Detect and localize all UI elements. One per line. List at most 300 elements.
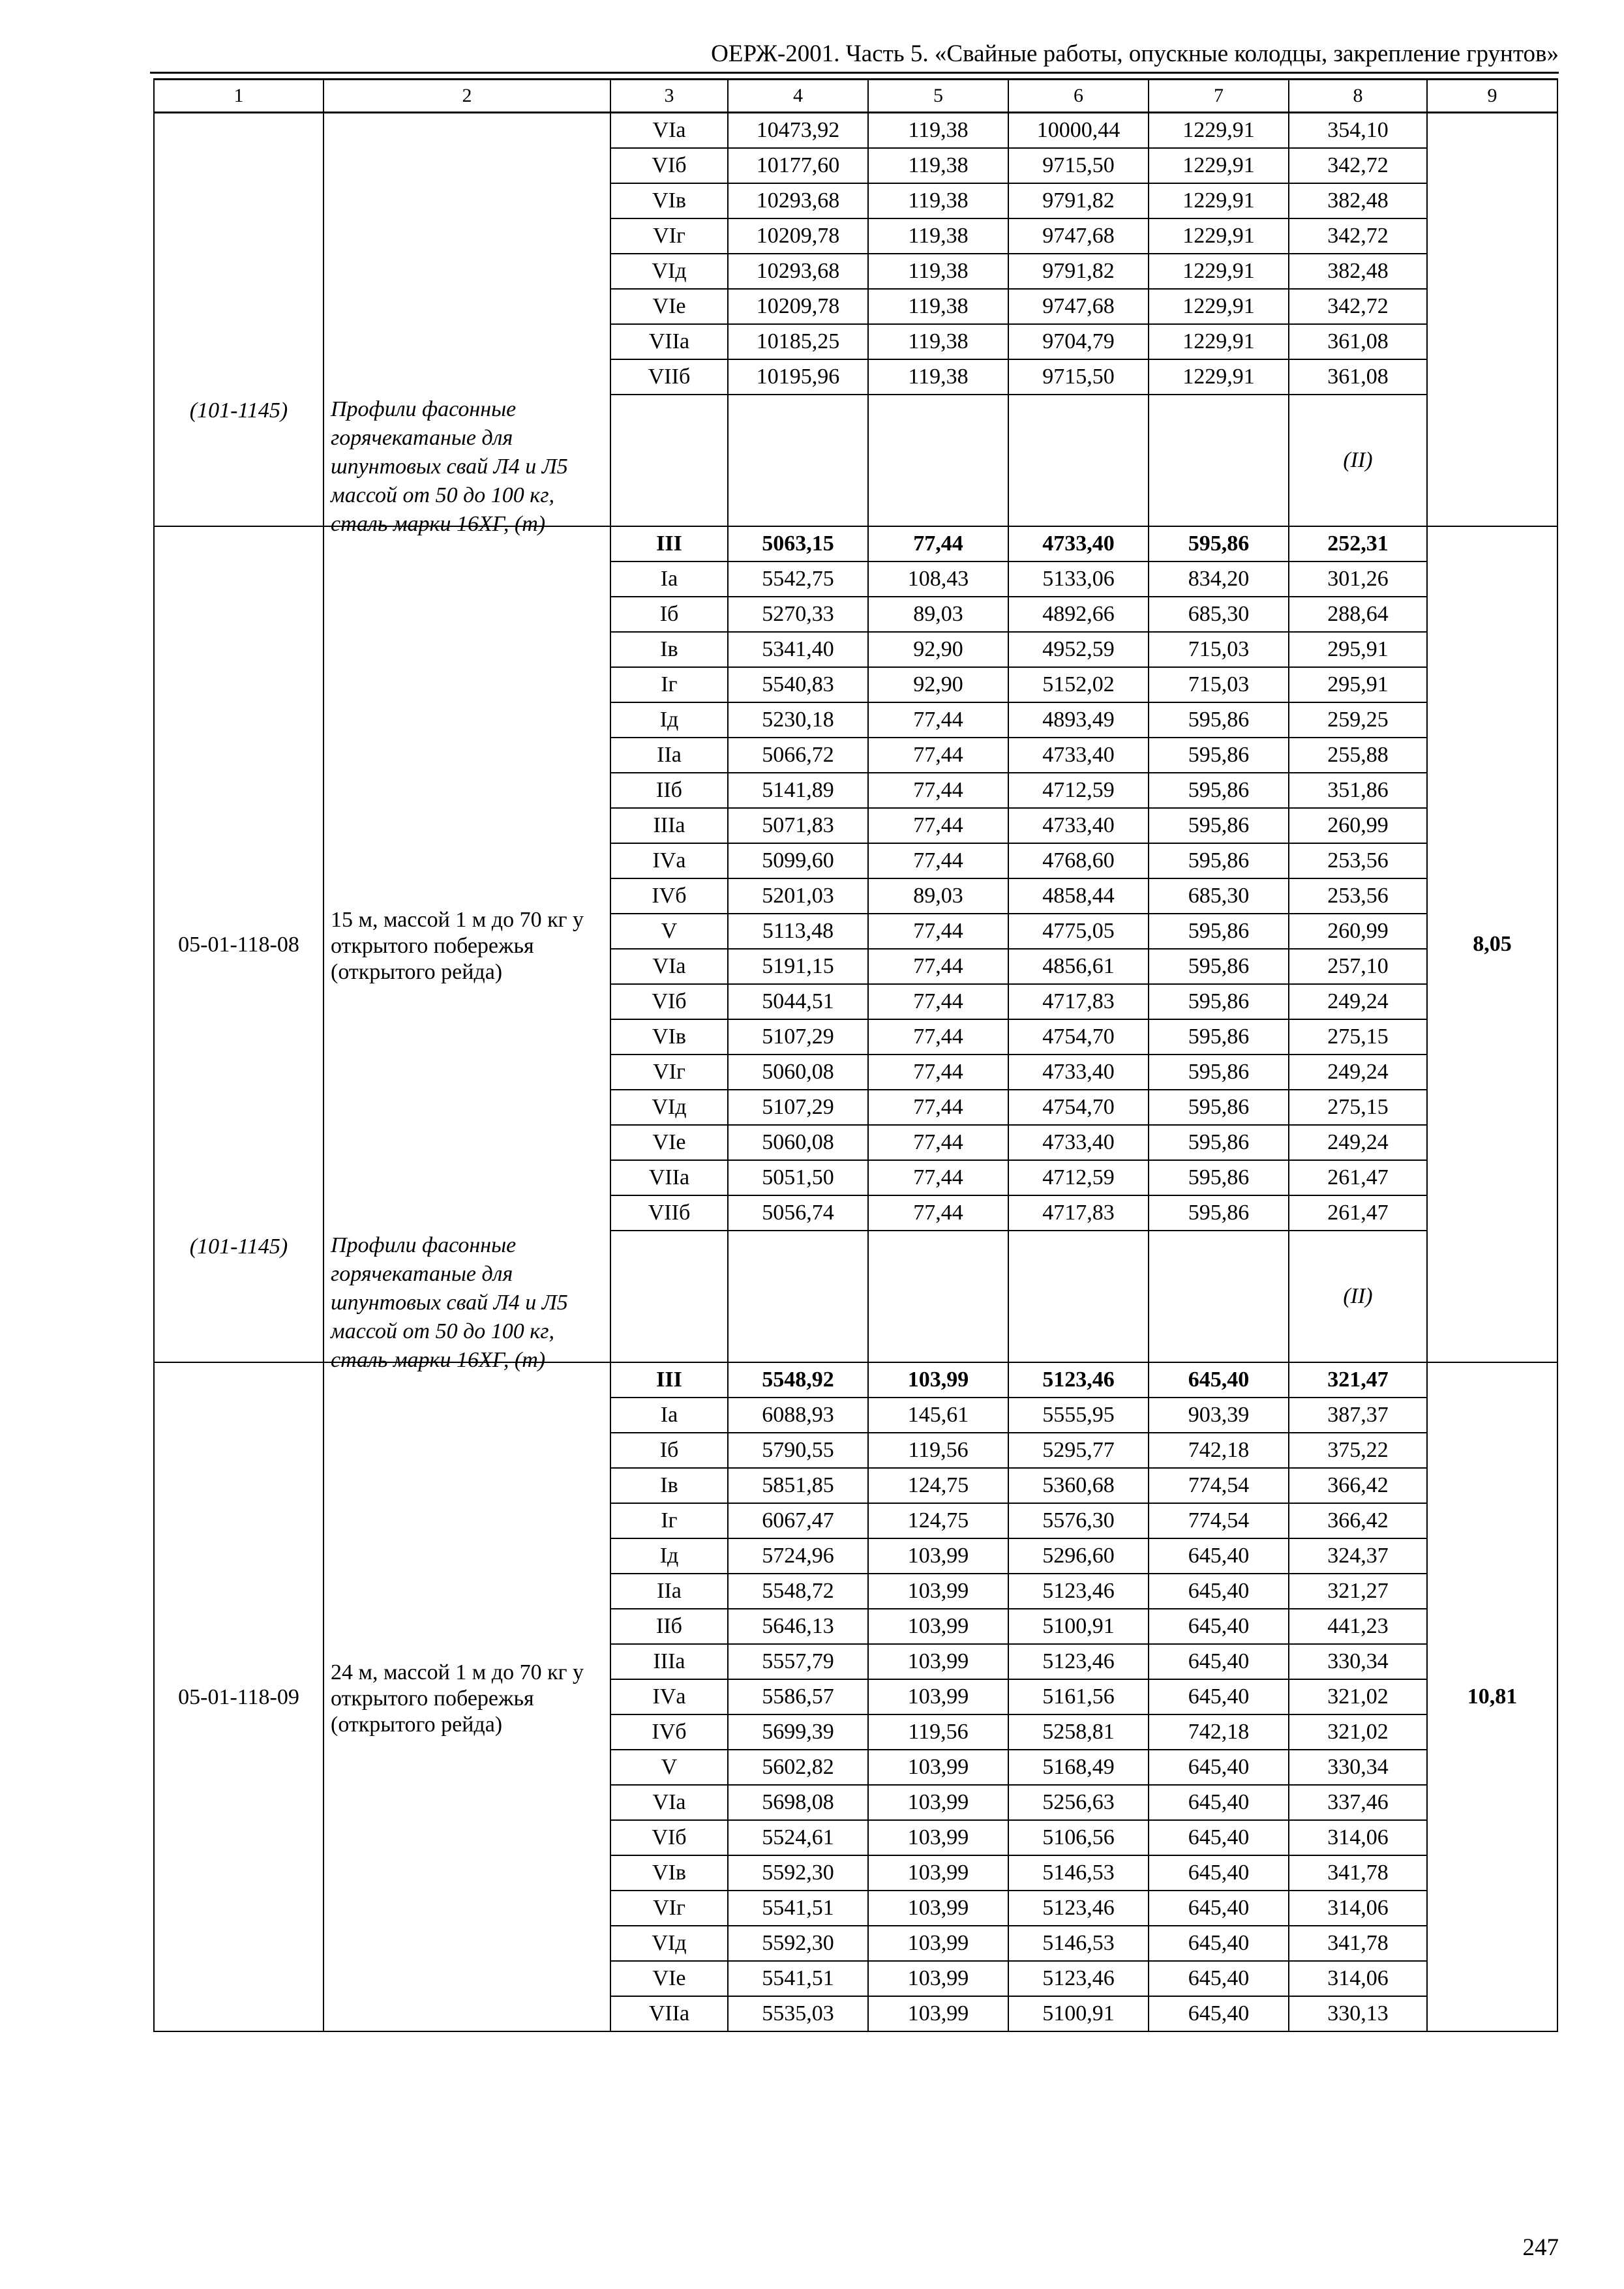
table-cell: Iд (610, 702, 728, 738)
table-cell: 5066,72 (728, 738, 868, 773)
table-cell: 5592,30 (728, 1855, 868, 1891)
description-cell (323, 526, 610, 1372)
table-cell: 595,86 (1149, 702, 1289, 738)
table-cell: 5107,29 (728, 1019, 868, 1055)
table-cell: 341,78 (1289, 1855, 1427, 1891)
table-cell: VIIб (610, 1195, 728, 1231)
table-cell: 361,08 (1289, 359, 1427, 395)
table-cell: 5592,30 (728, 1926, 868, 1961)
norm-code-cell (154, 1362, 323, 2031)
labor-cost-cell: 8,05 (1427, 526, 1557, 1362)
table-cell: 5270,33 (728, 597, 868, 632)
table-cell: Iд (610, 1538, 728, 1574)
table-cell: 5341,40 (728, 632, 868, 667)
work-description (324, 318, 610, 322)
table-cell: 5063,15 (728, 526, 868, 561)
table-cell (868, 1231, 1008, 1362)
table-cell: IIб (610, 773, 728, 808)
table-cell: 645,40 (1149, 1679, 1289, 1714)
table-cell: 10195,96 (728, 359, 868, 395)
page-header: ОЕРЖ-2001. Часть 5. «Свайные работы, опускные колодцы, закрепление грунтов» (711, 40, 1559, 67)
table-cell: 103,99 (868, 1855, 1008, 1891)
table-cell (868, 395, 1008, 526)
table-cell: 259,25 (1289, 702, 1427, 738)
table-cell: 103,99 (868, 1996, 1008, 2031)
table-cell: 145,61 (868, 1398, 1008, 1433)
column-number-row (154, 80, 1557, 113)
table-cell: 5851,85 (728, 1468, 868, 1503)
table-cell: 103,99 (868, 1891, 1008, 1926)
table-cell (1008, 395, 1149, 526)
table-cell: VIб (610, 148, 728, 183)
table-cell: 77,44 (868, 914, 1008, 949)
table-cell: 5141,89 (728, 773, 868, 808)
table-cell: 330,34 (1289, 1750, 1427, 1785)
table-cell: 4754,70 (1008, 1090, 1149, 1125)
table-cell: 685,30 (1149, 597, 1289, 632)
table-cell: 5646,13 (728, 1609, 868, 1644)
table-cell: 5191,15 (728, 949, 868, 984)
table-cell: IVа (610, 843, 728, 878)
table-cell: 5541,51 (728, 1961, 868, 1996)
table-cell: V (610, 914, 728, 949)
table-cell: 77,44 (868, 1160, 1008, 1195)
table-cell: 321,47 (1289, 1362, 1427, 1398)
table-cell: 103,99 (868, 1820, 1008, 1855)
table-cell: 92,90 (868, 632, 1008, 667)
table-cell: VIг (610, 1891, 728, 1926)
table-cell: 645,40 (1149, 1961, 1289, 1996)
table-cell: 5168,49 (1008, 1750, 1149, 1785)
table-cell: 119,38 (868, 218, 1008, 254)
table-cell: 321,27 (1289, 1574, 1427, 1609)
table-cell: 595,86 (1149, 738, 1289, 773)
table-cell: 595,86 (1149, 984, 1289, 1019)
table-cell: 119,38 (868, 113, 1008, 149)
table-cell: 5555,95 (1008, 1398, 1149, 1433)
table-cell: VIв (610, 1019, 728, 1055)
table-cell: 119,38 (868, 359, 1008, 395)
table-row (154, 113, 1557, 149)
table-cell: 1229,91 (1149, 254, 1289, 289)
table-cell: 5201,03 (728, 878, 868, 914)
table-cell: 103,99 (868, 1538, 1008, 1574)
table-cell: 119,38 (868, 148, 1008, 183)
table-cell: VIв (610, 183, 728, 218)
table-cell: 77,44 (868, 1055, 1008, 1090)
table-cell: 1229,91 (1149, 113, 1289, 149)
table-cell: 119,56 (868, 1433, 1008, 1468)
table-row (154, 526, 1557, 561)
table-cell: 5230,18 (728, 702, 868, 738)
table-cell: IVб (610, 1714, 728, 1750)
table-cell: IIа (610, 738, 728, 773)
description-cell (323, 113, 610, 536)
table-cell: 5524,61 (728, 1820, 868, 1855)
table-cell: 715,03 (1149, 667, 1289, 702)
table-cell: VIд (610, 1926, 728, 1961)
table-cell: 5107,29 (728, 1090, 868, 1125)
table-cell: 645,40 (1149, 1926, 1289, 1961)
table-cell: 324,37 (1289, 1538, 1427, 1574)
material-note: (II) (1289, 1231, 1427, 1362)
table-cell: 1229,91 (1149, 324, 1289, 359)
table-cell (610, 395, 728, 526)
table-cell: 124,75 (868, 1468, 1008, 1503)
table-cell: 10000,44 (1008, 113, 1149, 149)
table-cell: 249,24 (1289, 984, 1427, 1019)
table-cell: 252,31 (1289, 526, 1427, 561)
material-name: Профили фасонные горячекатаные для шпунтовых свай Л4 и Л5 массой от 50 до 100 кг, сталь марки 16ХГ, (т) (331, 397, 568, 536)
table-cell: 5123,46 (1008, 1961, 1149, 1996)
table-cell: 5100,91 (1008, 1996, 1149, 2031)
table-cell: 375,22 (1289, 1433, 1427, 1468)
table-cell: 595,86 (1149, 773, 1289, 808)
table-cell: 119,38 (868, 324, 1008, 359)
table-cell: IIIа (610, 1644, 728, 1679)
table-cell: 5106,56 (1008, 1820, 1149, 1855)
table-cell: 4858,44 (1008, 878, 1149, 914)
norm-code: 05-01-118-08 (178, 933, 299, 957)
table-cell: 77,44 (868, 808, 1008, 843)
table-cell: 103,99 (868, 1926, 1008, 1961)
column-header: 1 (154, 80, 323, 113)
table-cell: 361,08 (1289, 324, 1427, 359)
table-cell: IVб (610, 878, 728, 914)
table-cell: 366,42 (1289, 1503, 1427, 1538)
table-cell: 253,56 (1289, 878, 1427, 914)
table-cell: 5586,57 (728, 1679, 868, 1714)
table-cell: Iг (610, 667, 728, 702)
table-cell: VIе (610, 1961, 728, 1996)
table-cell: 92,90 (868, 667, 1008, 702)
table-cell: 645,40 (1149, 1362, 1289, 1398)
table-cell: VIа (610, 949, 728, 984)
table-cell (728, 1231, 868, 1362)
table-cell: 595,86 (1149, 526, 1289, 561)
table-cell: 645,40 (1149, 1891, 1289, 1926)
norm-code-cell (154, 113, 323, 527)
table-cell (1149, 395, 1289, 526)
table-cell: 4856,61 (1008, 949, 1149, 984)
table-cell: 260,99 (1289, 914, 1427, 949)
table-cell: 4733,40 (1008, 1125, 1149, 1160)
table-cell: Iб (610, 597, 728, 632)
column-header: 3 (610, 80, 728, 113)
table-cell: 314,06 (1289, 1961, 1427, 1996)
table-cell: 295,91 (1289, 667, 1427, 702)
table-cell: 77,44 (868, 526, 1008, 561)
table-cell: 330,13 (1289, 1996, 1427, 2031)
price-table (153, 78, 1558, 2032)
table-cell: 5699,39 (728, 1714, 868, 1750)
labor-cost-cell: 10,81 (1427, 1362, 1557, 2031)
table-cell: 595,86 (1149, 1055, 1289, 1090)
table-cell: 5535,03 (728, 1996, 868, 2031)
table-cell (1149, 1231, 1289, 1362)
table-cell: VIIа (610, 324, 728, 359)
table-cell: 341,78 (1289, 1926, 1427, 1961)
table-cell: VIIа (610, 1996, 728, 2031)
table-cell: 6088,93 (728, 1398, 868, 1433)
table-cell: 337,46 (1289, 1785, 1427, 1820)
table-cell: 275,15 (1289, 1090, 1427, 1125)
table-cell: 645,40 (1149, 1785, 1289, 1820)
table-cell: 5557,79 (728, 1644, 868, 1679)
table-cell: 77,44 (868, 984, 1008, 1019)
table-cell (1008, 1231, 1149, 1362)
table-cell: 4712,59 (1008, 773, 1149, 808)
table-cell: 10209,78 (728, 218, 868, 254)
table-cell: 89,03 (868, 597, 1008, 632)
table-cell: 77,44 (868, 843, 1008, 878)
table-cell: 77,44 (868, 1090, 1008, 1125)
table-cell: VIг (610, 1055, 728, 1090)
table-cell: 595,86 (1149, 1195, 1289, 1231)
table-cell: 4892,66 (1008, 597, 1149, 632)
table-cell (728, 395, 868, 526)
norm-code (155, 319, 323, 320)
table-cell: 645,40 (1149, 1574, 1289, 1609)
column-header: 8 (1289, 80, 1427, 113)
table-cell: 108,43 (868, 561, 1008, 597)
table-cell: 4733,40 (1008, 738, 1149, 773)
column-header: 5 (868, 80, 1008, 113)
table-cell: 5602,82 (728, 1750, 868, 1785)
table-cell: 5146,53 (1008, 1926, 1149, 1961)
table-cell: 5541,51 (728, 1891, 868, 1926)
table-cell: 5360,68 (1008, 1468, 1149, 1503)
table-cell: Iв (610, 632, 728, 667)
table-cell: 103,99 (868, 1679, 1008, 1714)
table-cell: 4775,05 (1008, 914, 1149, 949)
table-cell: IIIа (610, 808, 728, 843)
table-cell: 5542,75 (728, 561, 868, 597)
table-cell: 261,47 (1289, 1195, 1427, 1231)
table-cell: 715,03 (1149, 632, 1289, 667)
labor-cost-cell (1427, 113, 1557, 527)
table-cell: 103,99 (868, 1961, 1008, 1996)
table-cell: VIIб (610, 359, 728, 395)
table-cell: 77,44 (868, 949, 1008, 984)
table-cell: 5295,77 (1008, 1433, 1149, 1468)
table-cell: 595,86 (1149, 914, 1289, 949)
table-cell: 354,10 (1289, 113, 1427, 149)
table-cell: VIа (610, 113, 728, 149)
table-cell: 103,99 (868, 1785, 1008, 1820)
table-cell: 5698,08 (728, 1785, 868, 1820)
table-cell: 342,72 (1289, 218, 1427, 254)
table-cell: VIг (610, 218, 728, 254)
material-code: (101-1145) (189, 398, 288, 423)
table-cell: 77,44 (868, 1195, 1008, 1231)
table-cell: V (610, 1750, 728, 1785)
table-cell: 5146,53 (1008, 1855, 1149, 1891)
table-cell: 249,24 (1289, 1125, 1427, 1160)
table-cell: 5123,46 (1008, 1644, 1149, 1679)
table-cell: 77,44 (868, 738, 1008, 773)
material-note: (II) (1289, 395, 1427, 526)
description-cell (323, 1362, 610, 2031)
table-cell: 295,91 (1289, 632, 1427, 667)
table-cell: 595,86 (1149, 1125, 1289, 1160)
work-description: 24 м, массой 1 м до 70 кг у открытого побережья (открытого рейда) (331, 1660, 584, 1737)
header-rule (150, 72, 1559, 74)
table-cell: 4754,70 (1008, 1019, 1149, 1055)
table-cell: 441,23 (1289, 1609, 1427, 1644)
table-cell: 314,06 (1289, 1891, 1427, 1926)
table-cell: 5123,46 (1008, 1891, 1149, 1926)
table-cell: 645,40 (1149, 1609, 1289, 1644)
table-cell: 5060,08 (728, 1125, 868, 1160)
table-cell: 10185,25 (728, 324, 868, 359)
table-cell: Iа (610, 1398, 728, 1433)
table-cell: 1229,91 (1149, 359, 1289, 395)
norm-code-cell (154, 526, 323, 1362)
table-cell (610, 1231, 728, 1362)
table-cell: 5133,06 (1008, 561, 1149, 597)
table-cell: 10177,60 (728, 148, 868, 183)
table-cell: 77,44 (868, 1125, 1008, 1160)
table-cell: 124,75 (868, 1503, 1008, 1538)
table-cell: 103,99 (868, 1574, 1008, 1609)
table-cell: 5540,83 (728, 667, 868, 702)
table-cell: Iв (610, 1468, 728, 1503)
table-cell: 342,72 (1289, 289, 1427, 324)
table-cell: 89,03 (868, 878, 1008, 914)
table-cell: VIд (610, 254, 728, 289)
table-cell: 9715,50 (1008, 359, 1149, 395)
table-cell: 1229,91 (1149, 289, 1289, 324)
table-cell: 351,86 (1289, 773, 1427, 808)
table-cell: 5071,83 (728, 808, 868, 843)
table-cell: 5296,60 (1008, 1538, 1149, 1574)
table-cell: 1229,91 (1149, 218, 1289, 254)
table-cell: IIа (610, 1574, 728, 1609)
table-cell: 253,56 (1289, 843, 1427, 878)
table-cell: 9747,68 (1008, 289, 1149, 324)
table-cell: 9715,50 (1008, 148, 1149, 183)
table-cell: 834,20 (1149, 561, 1289, 597)
table-cell: 645,40 (1149, 1750, 1289, 1785)
table-cell: 77,44 (868, 773, 1008, 808)
table-cell: 275,15 (1289, 1019, 1427, 1055)
table-cell: 119,38 (868, 289, 1008, 324)
table-cell: 5161,56 (1008, 1679, 1149, 1714)
table-cell: 103,99 (868, 1362, 1008, 1398)
table-cell: 774,54 (1149, 1468, 1289, 1503)
table-cell: 645,40 (1149, 1996, 1289, 2031)
table-cell: 4733,40 (1008, 1055, 1149, 1090)
table-cell: 119,38 (868, 183, 1008, 218)
table-cell: 4712,59 (1008, 1160, 1149, 1195)
table-cell: 119,56 (868, 1714, 1008, 1750)
table-cell: 5152,02 (1008, 667, 1149, 702)
material-name: Профили фасонные горячекатаные для шпунтовых свай Л4 и Л5 массой от 50 до 100 кг, сталь марки 16ХГ, (т) (331, 1233, 568, 1372)
table-cell: 103,99 (868, 1644, 1008, 1679)
table-cell: 645,40 (1149, 1538, 1289, 1574)
table-cell: 366,42 (1289, 1468, 1427, 1503)
norm-code: 05-01-118-09 (178, 1685, 299, 1709)
page-number: 247 (1522, 2234, 1559, 2261)
table-cell: 330,34 (1289, 1644, 1427, 1679)
table-cell: 742,18 (1149, 1714, 1289, 1750)
table-cell: 645,40 (1149, 1855, 1289, 1891)
column-header: 9 (1427, 80, 1557, 113)
table-cell: 5123,46 (1008, 1574, 1149, 1609)
table-cell: 5256,63 (1008, 1785, 1149, 1820)
table-cell: 103,99 (868, 1609, 1008, 1644)
table-cell: 77,44 (868, 1019, 1008, 1055)
table-cell: Iа (610, 561, 728, 597)
table-cell: 9791,82 (1008, 183, 1149, 218)
table-cell: 1229,91 (1149, 183, 1289, 218)
table-cell: VIб (610, 984, 728, 1019)
table-cell: 10209,78 (728, 289, 868, 324)
column-header: 2 (323, 80, 610, 113)
table-cell: 9747,68 (1008, 218, 1149, 254)
table-cell: VIе (610, 1125, 728, 1160)
table-cell: 742,18 (1149, 1433, 1289, 1468)
table-cell: 5724,96 (728, 1538, 868, 1574)
table-cell: 595,86 (1149, 808, 1289, 843)
table-cell: VIд (610, 1090, 728, 1125)
table-cell: 255,88 (1289, 738, 1427, 773)
table-cell: 595,86 (1149, 1019, 1289, 1055)
table-cell: 249,24 (1289, 1055, 1427, 1090)
table-cell: 5548,72 (728, 1574, 868, 1609)
table-cell: 645,40 (1149, 1644, 1289, 1679)
table-cell: 595,86 (1149, 1160, 1289, 1195)
table-cell: 10293,68 (728, 254, 868, 289)
table-cell: 4717,83 (1008, 984, 1149, 1019)
table-cell: 10473,92 (728, 113, 868, 149)
table-cell: 5100,91 (1008, 1609, 1149, 1644)
table-cell: 5113,48 (728, 914, 868, 949)
table-cell: 685,30 (1149, 878, 1289, 914)
table-cell: 4733,40 (1008, 526, 1149, 561)
table-cell: 321,02 (1289, 1714, 1427, 1750)
column-header: 4 (728, 80, 868, 113)
table-cell: 288,64 (1289, 597, 1427, 632)
table-cell: IVа (610, 1679, 728, 1714)
material-code: (101-1145) (189, 1234, 288, 1259)
table-body (154, 113, 1557, 2032)
table-cell: Iг (610, 1503, 728, 1538)
table-cell: VIе (610, 289, 728, 324)
table-cell: 5056,74 (728, 1195, 868, 1231)
table-cell: 5044,51 (728, 984, 868, 1019)
table-cell: 6067,47 (728, 1503, 868, 1538)
column-header: 7 (1149, 80, 1289, 113)
table-cell: 9704,79 (1008, 324, 1149, 359)
table-cell: 382,48 (1289, 183, 1427, 218)
table-cell: 5060,08 (728, 1055, 868, 1090)
table-cell: 321,02 (1289, 1679, 1427, 1714)
table-cell: 5790,55 (728, 1433, 868, 1468)
table-cell: 342,72 (1289, 148, 1427, 183)
table-cell: 5548,92 (728, 1362, 868, 1398)
table-cell: VIб (610, 1820, 728, 1855)
table-cell: 5576,30 (1008, 1503, 1149, 1538)
table-cell: 595,86 (1149, 949, 1289, 984)
table-cell: 9791,82 (1008, 254, 1149, 289)
table-cell: 903,39 (1149, 1398, 1289, 1433)
table-cell: 774,54 (1149, 1503, 1289, 1538)
table-cell: 595,86 (1149, 1090, 1289, 1125)
table-cell: 645,40 (1149, 1820, 1289, 1855)
table-cell: 4733,40 (1008, 808, 1149, 843)
